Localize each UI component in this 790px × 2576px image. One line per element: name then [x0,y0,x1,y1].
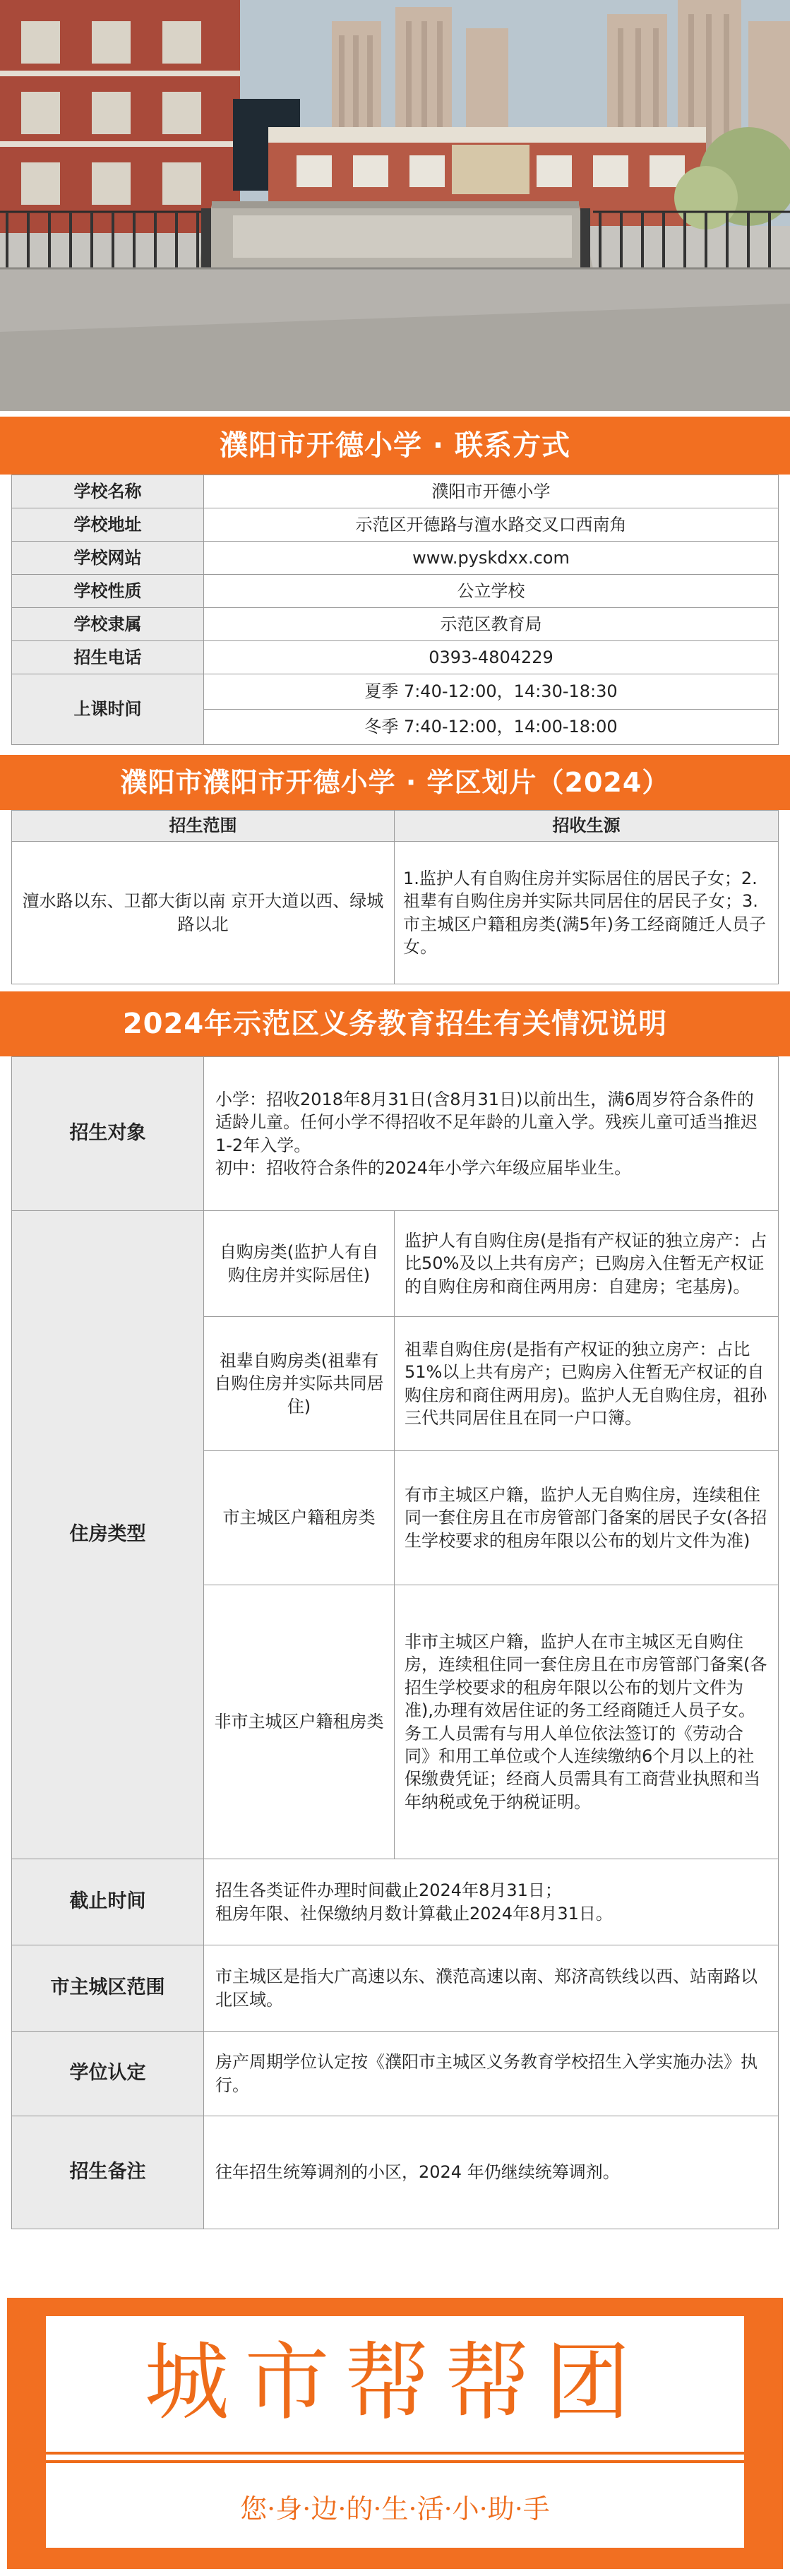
contact-row [12,508,779,542]
housing-row [12,1211,779,1317]
enrollment-phone-link[interactable]: 0393-4804229 [204,641,779,674]
school-affiliation-value: 示范区教育局 [204,608,779,641]
promo-divider [46,2460,744,2463]
contact-label: 学校性质 [12,575,204,608]
housing-desc: 非市主城区户籍，监护人在市主城区无自购住房，连续租住同一套住房且在市房管部门备案(各招生学校要求的租房年限以公布的划片文件为准),办理有效居住证的务工经商随迁人员子女。务工人员需有与用人单位依法签订的《劳动合同》和用工单位或个人连续缴纳6个月以上的社保缴费凭证；经商人员需具有工商营业执照和当年纳税或免于纳税证明。 [395,1585,779,1859]
contact-row [12,542,779,575]
promo-card [46,2316,744,2548]
target-row [12,1057,779,1211]
housing-desc: 监护人有自购住房(是指有产权证的独立房产：占比50%及以上共有房产；已购房入住暂无产权证的自购住房和商住两用房：自建房；宅基房)。 [395,1211,779,1317]
note-row [12,2116,779,2229]
contact-label: 学校隶属 [12,608,204,641]
district-header-row [12,811,779,842]
contact-label: 学校名称 [12,475,204,508]
contact-row [12,641,779,674]
housing-label: 住房类型 [12,1211,204,1859]
district-scope: 澶水路以东、卫都大街以南 京开大道以西、绿城路以北 [12,842,395,984]
housing-type: 市主城区户籍租房类 [204,1451,395,1585]
contact-section [0,417,790,745]
district-row [12,842,779,984]
contact-label: 招生电话 [12,641,204,674]
degree-label: 学位认定 [12,2032,204,2116]
area-text: 市主城区是指大广高速以东、濮范高速以南、郑济高铁线以西、站南路以北区域。 [204,1945,779,2032]
summer-hours: 夏季 7:40-12:00，14:30-18:30 [204,674,779,710]
contact-row [12,608,779,641]
contact-table [11,475,779,745]
school-name-value: 濮阳市开德小学 [204,475,779,508]
degree-row [12,2032,779,2116]
contact-label: 学校地址 [12,508,204,542]
school-gate-photo [0,0,790,411]
scope-header: 招生范围 [12,811,395,842]
deadline-row [12,1859,779,1945]
hours-label: 上课时间 [12,674,204,745]
school-gate-illustration [0,0,790,411]
district-section [0,755,790,984]
housing-desc: 祖辈自购住房(是指有产权证的独立房产：占比51%以上共有房产；已购房入住暂无产权证的自购住房和商住两用房)。监护人无自购住房，祖孙三代共同居住且在同一户口簿。 [395,1317,779,1451]
district-table [11,810,779,984]
contact-row [12,475,779,508]
district-title: 濮阳市濮阳市开德小学 · 学区划片（2024） [0,755,790,810]
housing-type: 祖辈自购房类(祖辈有自购住房并实际共同居住) [204,1317,395,1451]
housing-desc: 有市主城区户籍，监护人无自购住房，连续租住同一套住房且在市房管部门备案的居民子女(各招生学校要求的租房年限以公布的划片文件为准) [395,1451,779,1585]
target-label: 招生对象 [12,1057,204,1211]
promo-slogan: 您·身·边·的·生·活·小·助·手 [240,2493,550,2524]
policy-title: 2024年示范区义务教育招生有关情况说明 [0,991,790,1056]
target-text: 小学：招收2018年8月31日(含8月31日)以前出生，满6周岁符合条件的适龄儿童。任何小学不得招收不足年龄的儿童入学。残疾儿童可适当推迟1-2年入学。 初中：招收符合条件的2024年小学六年级应届毕业生。 [204,1057,779,1211]
contact-label: 学校网站 [12,542,204,575]
promo-banner [7,2298,783,2569]
district-source: 1.监护人有自购住房并实际居住的居民子女；2.祖辈有自购住房并实际共同居住的居民子女；3.市主城区户籍租房类(满5年)务工经商随迁人员子女。 [395,842,779,984]
source-header: 招收生源 [395,811,779,842]
school-type-value: 公立学校 [204,575,779,608]
deadline-label: 截止时间 [12,1859,204,1945]
promo-name: 城市帮帮团 [144,2334,646,2432]
housing-type: 自购房类(监护人有自购住房并实际居住) [204,1211,395,1317]
note-text: 往年招生统筹调剂的小区，2024 年仍继续统筹调剂。 [204,2116,779,2229]
policy-section [0,991,790,2229]
area-label: 市主城区范围 [12,1945,204,2032]
promo-divider [46,2452,744,2455]
contact-row [12,575,779,608]
area-row [12,1945,779,2032]
hours-row [12,674,779,710]
school-address-value: 示范区开德路与澶水路交叉口西南角 [204,508,779,542]
note-label: 招生备注 [12,2116,204,2229]
deadline-text: 招生各类证件办理时间截止2024年8月31日； 租房年限、社保缴纳月数计算截止2024年8月31日。 [204,1859,779,1945]
policy-table [11,1056,779,2229]
housing-type: 非市主城区户籍租房类 [204,1585,395,1859]
school-website-link[interactable]: www.pyskdxx.com [204,542,779,575]
contact-title: 濮阳市开德小学 · 联系方式 [0,417,790,475]
degree-text: 房产周期学位认定按《濮阳市主城区义务教育学校招生入学实施办法》执行。 [204,2032,779,2116]
winter-hours: 冬季 7:40-12:00，14:00-18:00 [204,710,779,745]
